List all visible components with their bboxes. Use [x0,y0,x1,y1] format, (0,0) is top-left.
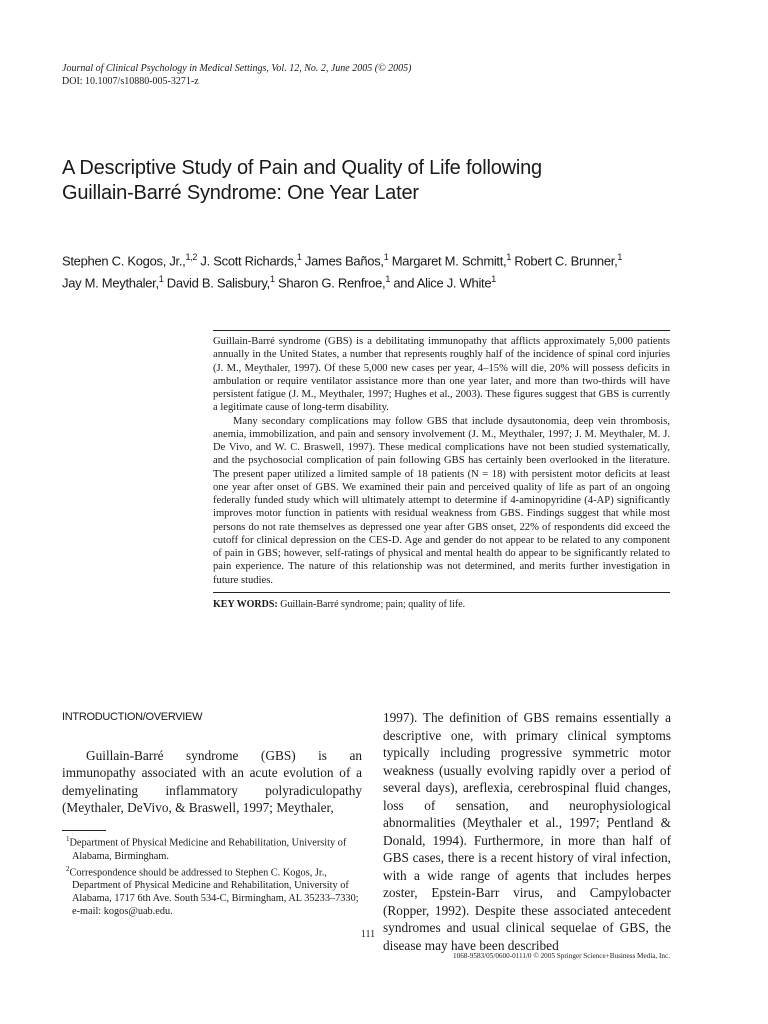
author: Jay M. Meythaler, [62,275,159,291]
abstract [213,330,670,611]
author: and Alice J. White [390,275,492,291]
author-affiliation-mark: 1 [158,274,164,285]
author-affiliation-mark: 1 [296,252,302,262]
body-column-right [383,709,671,954]
footnote-1 [62,833,362,863]
journal-header [62,62,662,88]
abstract-paragraph-1: Guillain-Barré syndrome (GBS) is a debilitating immunopathy that afflicts approximately 5,000 patients annually in the United States, a number that represents roughly half of the incidence of spinal cord injuries (J. M., Meythaler, 1997). Of these 5,000 new cases per year, 4–15% will die, 20% will possess deficits in ambulation or require ventilator assistance more than one year later, and more than two-thirds will have persistent fatigue (J. M., Meythaler, 1997; Hughes et al., 2003). These figures suggest that GBS is currently a legitimate cause of long-term disability. [213,336,670,414]
title-line-1: A Descriptive Study of Pain and Quality of Life following [62,157,542,179]
author: J. Scott Richards, [197,253,297,269]
journal-citation: Journal of Clinical Psychology in Medical Settings, Vol. 12, No. 2, June 2005 (© 2005) [62,63,412,74]
author: Robert C. Brunner, [511,253,618,269]
author-line-1 [62,248,702,270]
copyright-line: 1068-9583/05/0600-0111/0 © 2005 Springer Science+Business Media, Inc. [453,952,670,960]
footnote-divider [62,830,106,831]
footnotes [62,833,362,918]
author-line-2 [62,270,702,292]
title-line-2: Guillain-Barré Syndrome: One Year Later [62,182,419,204]
author-affiliation-mark: 1 [491,274,497,285]
author-affiliation-mark: 1 [269,274,275,285]
author-affiliation-mark: 1 [385,274,391,285]
footnote-text: Department of Physical Medicine and Rehabilitation, University of Alabama, Birmingham. [69,837,347,862]
author: Margaret M. Schmitt, [388,253,507,269]
abstract-paragraph-2: Many secondary complications may follow GBS that include dysautonomia, deep vein thrombosis, anemia, immobilization, and pain and sensory involvement (J. M., Meythaler, 1997; J. M. Meythaler, M. J. De Vivo, and W. C. Braswell, 1997). These medical complications have not been studied systematically, and the psychosocial complication of pain following GBS has certainly been overlooked in the literature. The present paper utilized a limited sample of 18 patients (N = 18) with persistent motor deficits at least one year after onset of GBS. We examined their pain and perceived quality of life as part of an ongoing federally funded study which will ultimately attempt to determine if 4-aminopyridine (4-AP) significantly improves motor function in patients with residual weakness from GBS. Findings suggest that while most persons do not rate themselves as depressed one year after GBS onset, 22% of respondents did exceed the cutoff for clinical depression on the CES-D. Age and gender do not appear to be related to any component of pain in GBS; however, self-ratings of physical and mental health do appear to be significantly related to pain experience. The nature of this relationship was not determined, and merits further investigation in future studies. [213,415,670,586]
body-paragraph: 1997). The definition of GBS remains essentially a descriptive one, with primary clinical symptoms typically including progressive symmetric motor weakness (usually evolving rapidly over a period of several days), areflexia, cerebrospinal fluid changes, loss of sensation, and neurophysiological abnormalities (Meythaler et al., 1997; Pentland & Donald, 1994). Furthermore, in more than half of GBS cases, there is a recent history of viral infection, with a wide range of agents that includes herpes zoster, Epstein-Barr virus, and Campylobacter (Ropper, 1992). Despite these associated antecedent syndromes and usual clinical sequelae of GBS, the disease may have been described [383,710,671,953]
body-paragraph: Guillain-Barré syndrome (GBS) is an immunopathy associated with an acute evolution of a demyelinating inflammatory polyradiculopathy (Meythaler, DeVivo, & Braswell, 1997; Meythaler, [62,747,362,815]
body-column-left [62,709,362,817]
author-affiliation-mark: 1 [617,252,623,262]
author: James Baños, [301,253,384,269]
footnote-text: Correspondence should be addressed to Stephen C. Kogos, Jr., Department of Physical Medicine and Rehabilitation, University of Alabama, 1717 6th Ave. South 534-C, Birmingham, AL 35233–7330; e-mail: kogos@uab.edu. [69,867,359,918]
author: Sharon G. Renfroe, [274,275,386,291]
keywords-label: KEY WORDS: [213,598,278,610]
author-affiliation-mark: 1 [506,252,512,262]
keywords-text: Guillain-Barré syndrome; pain; quality of life. [277,598,466,610]
keywords [213,592,670,611]
section-heading: INTRODUCTION/OVERVIEW [62,711,203,723]
author-list [62,248,702,293]
author-affiliation-mark: 1,2 [185,252,198,262]
author: Stephen C. Kogos, Jr., [62,253,186,269]
page-number: 111 [360,929,376,940]
doi: DOI: 10.1007/s10880-005-3271-z [62,76,199,87]
footnote-2 [62,863,362,919]
author-affiliation-mark: 1 [383,252,389,262]
footnote-mark: 1 [66,835,70,843]
article-title [62,156,682,206]
author: David B. Salisbury, [163,275,270,291]
footnote-mark: 2 [66,864,70,873]
